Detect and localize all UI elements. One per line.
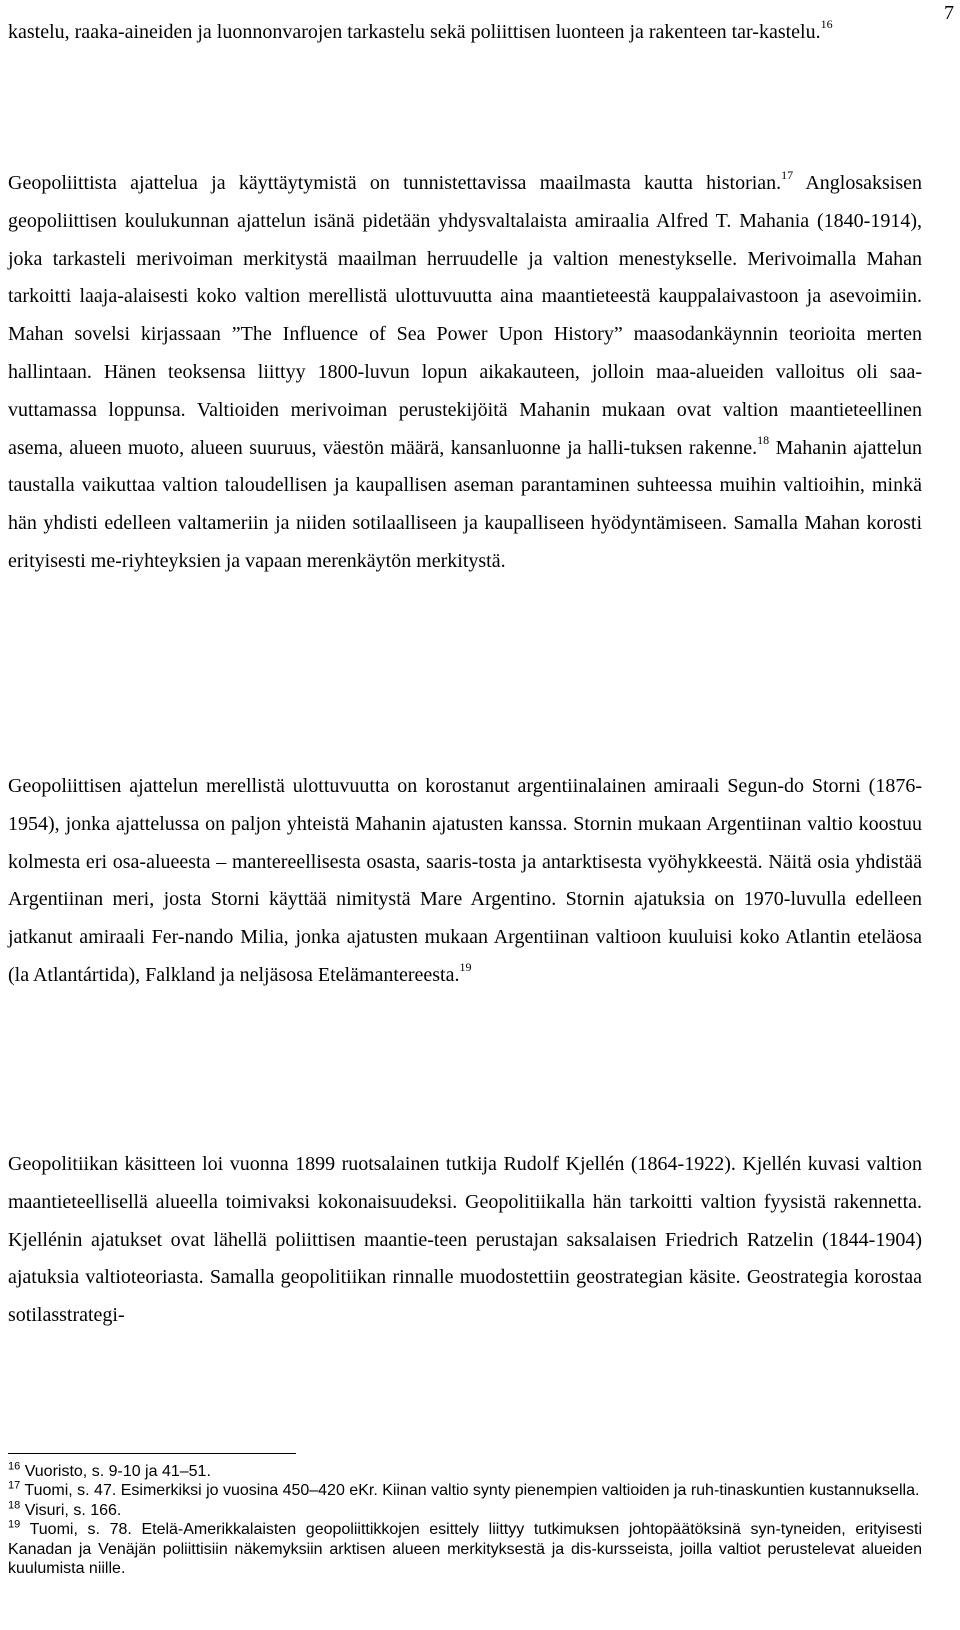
paragraph-1: [8, 14, 922, 52]
footnote-ref-19[interactable]: 19: [459, 960, 472, 975]
footnote-18: [8, 1501, 922, 1520]
footnote-number: 16: [8, 1460, 21, 1473]
page-number: 7: [944, 2, 954, 24]
text-run: kastelu, raaka-aineiden ja luonnonvarojen tarkastelu sekä poliittisen luonteen ja rakenteen tar-kastelu.: [8, 21, 821, 43]
footnote-19: [8, 1520, 922, 1578]
footnote-text: Tuomi, s. 78. Etelä-Amerikkalaisten geopoliittikkojen esittely liittyy tutkimuksen johtopäätöksinä syn-tyneiden, erityisesti Kanadan ja Venäjän poliittisiin näkemyksiin arktisen alueen merkityksestä ja dis-kursseista, joilla valtiot perustelevat alueiden kuulumista niille.: [8, 1521, 923, 1578]
paragraph-2: [8, 165, 922, 581]
footnote-17: [8, 1481, 922, 1500]
footnote-ref-17[interactable]: 17: [781, 168, 794, 183]
footnote-text: Tuomi, s. 47. Esimerkiksi jo vuosina 450–420 eKr. Kiinan valtio synty pienempien valtioiden ja ruh-tinaskuntien kustannuksella.: [24, 1482, 920, 1500]
footnote-text: Vuoristo, s. 9-10 ja 41–51.: [24, 1463, 211, 1480]
footnote-number: 19: [8, 1518, 21, 1531]
paragraph-3: [8, 768, 922, 995]
footnotes: [8, 1462, 922, 1578]
footnote-ref-16[interactable]: 16: [820, 17, 833, 32]
text-run: Mahanin ajattelun taustalla vaikuttaa valtion taloudellisen ja kaupallisen aseman parantaminen suhteessa muihin valtioihin, minkä hän yhdisti edelleen valtameriin ja niiden sotilaalliseen ja kaupalliseen hyödyntämiseen. Samalla Mahan korosti erityisesti me-riyhteyksien ja vapaan merenkäytön merkitystä.: [8, 436, 923, 572]
footnote-separator: [8, 1453, 296, 1454]
footnote-16: [8, 1462, 922, 1481]
text-run: Anglosaksisen geopoliittisen koulukunnan ajattelun isänä pidetään yhdysvaltalaista amiraalia Alfred T. Mahania (1840-1914), joka tarkasteli merivoiman merkitystä maailman herruudelle ja valtion menestykselle. Merivoimalla Mahan tarkoitti laaja-alaisesti koko valtion merellistä ulottuvuutta aina maantieteestä kauppalaivastoon ja asevoimiin. Mahan sovelsi kirjassaan ”The Influence of Sea Power Upon History” maasodankäynnin teorioita merten hallintaan. Hänen teoksensa liittyy 1800-luvun lopun aikakauteen, jolloin maa-alueiden valloitus oli saa-vuttamassa loppunsa. Valtioiden merivoiman perustekijöitä Mahanin mukaan ovat valtion maantieteellinen asema, alueen muoto, alueen suuruus, väestön määrä, kansanluonne ja halli-tuksen rakenne.: [8, 172, 922, 459]
footnote-text: Visuri, s. 166.: [24, 1501, 122, 1519]
footnote-ref-18[interactable]: 18: [757, 432, 770, 447]
footnote-number: 17: [8, 1480, 21, 1493]
footnote-number: 18: [8, 1499, 21, 1512]
text-run: Geopolitiikan käsitteen loi vuonna 1899 ruotsalainen tutkija Rudolf Kjellén (1864-1922). Kjellén kuvasi valtion maantieteellisellä alueella toimivaksi kokonaisuudeksi. Geopolitiikalla hän tarkoitti valtion fyysistä rakennetta. Kjellénin ajatukset ovat lähellä poliittisen maantie-teen perustajan saksalaisen Friedrich Ratzelin (1844-1904) ajatuksia valtioteoriasta. Samalla geopolitiikan rinnalle muodostettiin geostrategian käsite. Geostrategia korostaa sotilasstrategi-: [8, 1153, 922, 1327]
text-run: Geopoliittisen ajattelun merellistä ulottuvuutta on korostanut argentiinalainen amiraali Segun-do Storni (1876-1954), jonka ajattelussa on paljon yhteistä Mahanin ajatusten kanssa. Stornin mukaan Argentiinan valtio koostuu kolmesta eri osa-alueesta – mantereellisesta osasta, saaris-tosta ja antarktisesta vyöhykkeestä. Näitä osia yhdistää Argentiinan meri, josta Storni käyttää nimitystä Mare Argentino. Stornin ajatuksia on 1970-luvulla edelleen jatkanut amiraali Fer-nando Milia, jonka ajatusten mukaan Argentiinan valtioon kuuluisi koko Atlantin eteläosa (la Atlantártida), Falkland ja neljäsosa Etelämantereesta.: [8, 775, 922, 986]
text-run: Geopoliittista ajattelua ja käyttäytymistä on tunnistettavissa maailmasta kautta historian.: [8, 172, 782, 194]
paragraph-4: [8, 1146, 922, 1335]
